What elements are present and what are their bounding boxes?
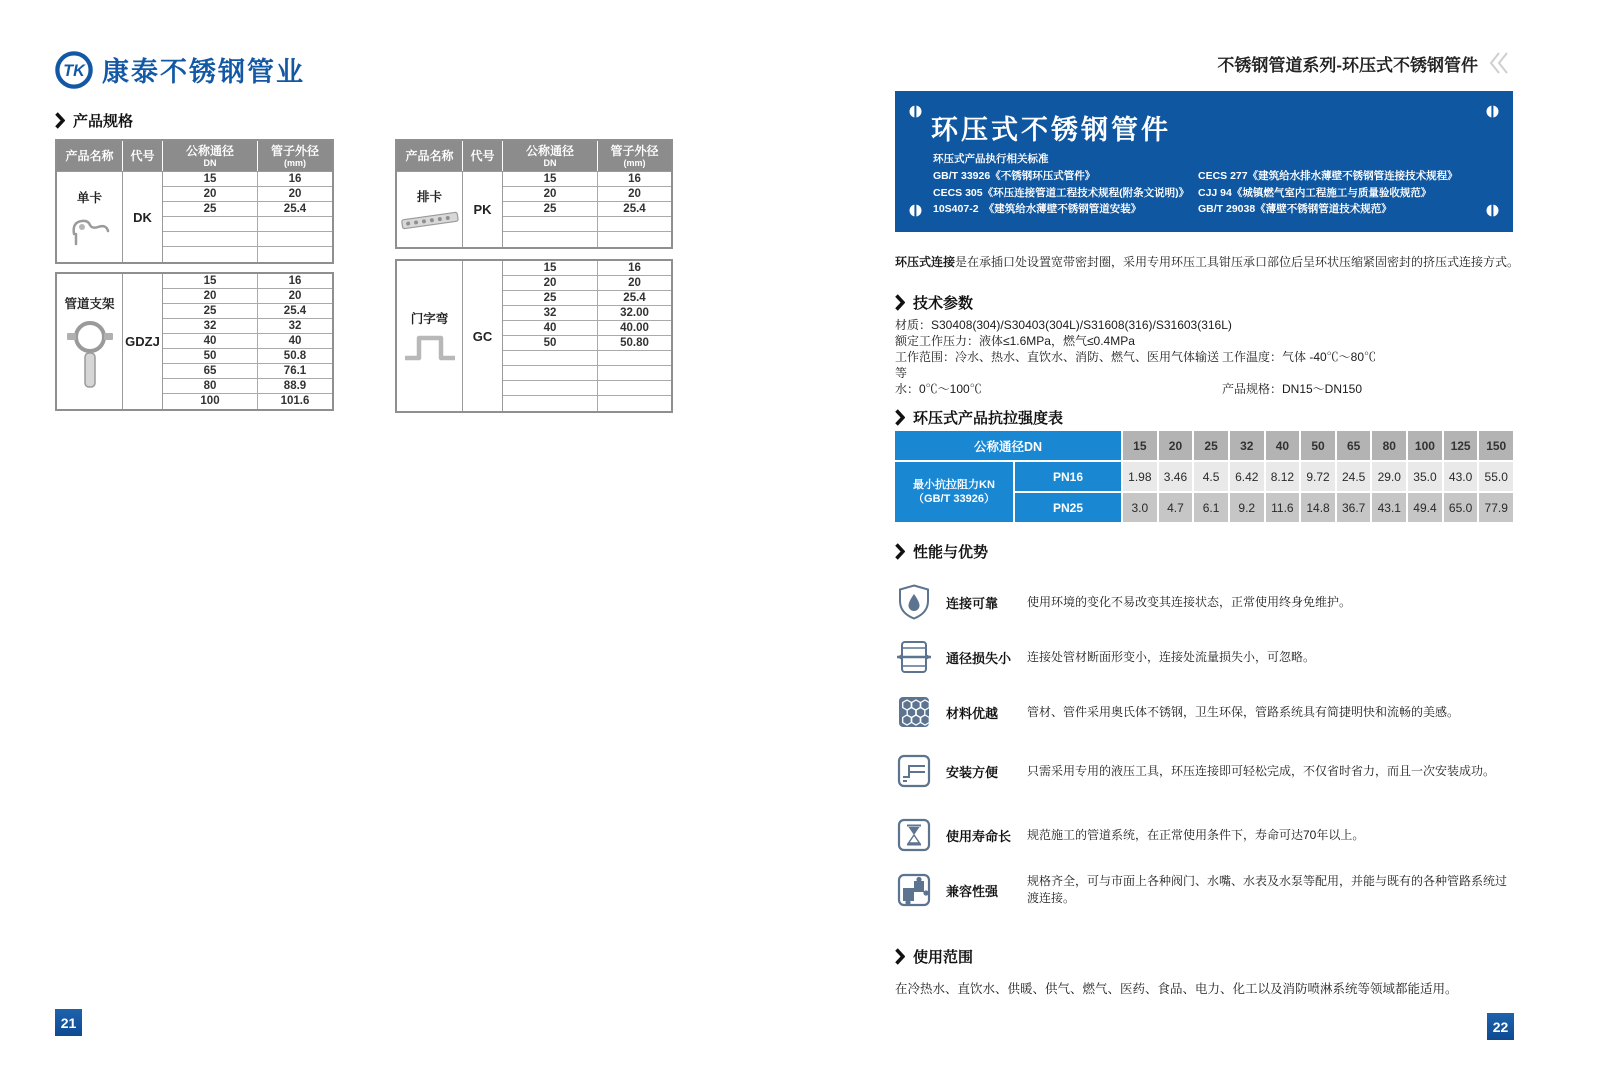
dn-value: 65 bbox=[163, 364, 258, 378]
table-cell: 150 bbox=[1479, 431, 1513, 460]
table-row bbox=[503, 202, 671, 217]
dn-value bbox=[503, 396, 598, 411]
feature-easy-install bbox=[895, 752, 1515, 790]
chevron-right-icon bbox=[895, 294, 905, 311]
col-od: 管子外径 bbox=[270, 143, 319, 158]
od-value: 16 bbox=[288, 275, 302, 287]
table-row bbox=[503, 261, 671, 276]
brand-logo-icon bbox=[55, 51, 93, 89]
dn-value: 40 bbox=[163, 334, 258, 348]
dn-value bbox=[503, 351, 598, 365]
dn-value bbox=[163, 217, 258, 231]
brand-logo bbox=[55, 50, 305, 89]
chevron-right-icon bbox=[895, 409, 905, 426]
table-cell: 9.2 bbox=[1230, 493, 1264, 522]
od-value: 25.4 bbox=[623, 203, 646, 215]
col-dn: 公称通径 bbox=[525, 143, 574, 158]
intro-paragraph: 环压式连接是在承插口处设置宽带密封圈，采用专用环压工具钳压承口部位后呈环状压缩紧固密封的挤压式连接方式。 bbox=[895, 255, 1520, 269]
od-value: 50.80 bbox=[620, 337, 649, 349]
section-strength-table bbox=[895, 407, 1063, 428]
dn-values-row bbox=[1123, 431, 1513, 460]
section-title: 环压式产品抗拉强度表 bbox=[913, 410, 1064, 427]
kn-header-cell: 最小抗拉阻力KN （GB/T 33926） bbox=[895, 462, 1013, 522]
table-cell: 20 bbox=[1159, 431, 1193, 460]
table-cell: 1.98 bbox=[1123, 462, 1157, 491]
section-usage bbox=[895, 946, 973, 967]
od-value: 40.00 bbox=[620, 322, 649, 334]
scope-line: 工作范围：冷水、热水、直饮水、消防、燃气、医用气体输送等 bbox=[895, 350, 1220, 380]
standard-item: CJJ 94《城镇燃气室内工程施工与质量验收规范》 bbox=[1198, 186, 1432, 199]
table-row bbox=[163, 187, 332, 202]
table-row bbox=[163, 304, 332, 319]
spec-rows bbox=[163, 274, 332, 409]
feature-reliable bbox=[895, 583, 1515, 621]
od-value bbox=[598, 396, 671, 411]
title-banner bbox=[895, 91, 1513, 232]
feature-label: 通径损失小 bbox=[946, 650, 1012, 666]
pn16-values-row bbox=[1123, 462, 1513, 491]
dn-value: 50 bbox=[163, 349, 258, 363]
section-title: 性能与优势 bbox=[913, 544, 989, 561]
feature-label: 使用寿命长 bbox=[946, 828, 1012, 844]
dn-value bbox=[163, 232, 258, 246]
od-value: 20 bbox=[288, 290, 302, 302]
dn-value: 32 bbox=[163, 319, 258, 333]
od-value: 25.4 bbox=[283, 305, 307, 317]
banner-subtitle: 环压式产品执行相关标准 bbox=[933, 153, 1049, 165]
table-cell: 15 bbox=[1123, 431, 1157, 460]
hourglass-icon bbox=[895, 816, 933, 854]
table-row bbox=[503, 396, 671, 411]
dn-value: 20 bbox=[503, 187, 598, 201]
dn-header-cell: 公称通径DN bbox=[895, 431, 1121, 460]
section-features bbox=[895, 541, 988, 562]
dn-value: 50 bbox=[503, 336, 598, 350]
dn-value: 25 bbox=[163, 202, 258, 216]
table-cell: 43.1 bbox=[1372, 493, 1406, 522]
table-row bbox=[503, 187, 671, 202]
pn16-header-cell: PN16 bbox=[1015, 462, 1121, 491]
table-row bbox=[163, 232, 332, 247]
table-cell: 100 bbox=[1408, 431, 1442, 460]
table-cell: 6.1 bbox=[1194, 493, 1228, 522]
running-header-text: 不锈钢管道系列-环压式不锈钢管件 bbox=[1217, 55, 1478, 75]
feature-compatible bbox=[895, 871, 1515, 909]
spec-rows bbox=[503, 172, 671, 247]
spec-table-header: 产品名称 代号 公称通径 DN 管子外径 (mm) bbox=[397, 141, 671, 171]
od-value: 40 bbox=[288, 335, 302, 347]
dn-value: 20 bbox=[163, 187, 258, 201]
product-code: GDZJ bbox=[123, 274, 163, 409]
section-title: 使用范围 bbox=[913, 949, 974, 966]
standard-item: CECS 277《建筑给水排水薄壁不锈钢管连接技术规程》 bbox=[1198, 170, 1458, 182]
feature-text: 使用环境的变化不易改变其连接状态，正常使用终身免维护。 bbox=[1027, 594, 1352, 609]
pipe-bracket-photo bbox=[64, 316, 116, 390]
table-cell: 4.5 bbox=[1194, 462, 1228, 491]
od-value: 16 bbox=[628, 262, 641, 274]
col-code: 代号 bbox=[470, 148, 495, 163]
table-row bbox=[503, 321, 671, 336]
table-row bbox=[503, 172, 671, 187]
section-tech-params bbox=[895, 292, 973, 313]
dn-value: 25 bbox=[163, 304, 258, 318]
product-name: 门字弯 bbox=[410, 312, 449, 326]
chevron-right-icon bbox=[55, 112, 65, 129]
table-row bbox=[503, 336, 671, 351]
dn-value bbox=[503, 381, 598, 395]
table-cell: 40 bbox=[1266, 431, 1300, 460]
od-value: 20 bbox=[628, 188, 641, 200]
od-value: 101.6 bbox=[280, 395, 310, 407]
dn-value: 25 bbox=[503, 291, 598, 305]
table-cell: 29.0 bbox=[1372, 462, 1406, 491]
pn25-header-cell: PN25 bbox=[1015, 493, 1121, 522]
col-dn: 公称通径 bbox=[185, 143, 234, 158]
od-value bbox=[598, 381, 671, 395]
dn-value bbox=[503, 217, 598, 231]
od-value bbox=[598, 366, 671, 380]
dn-value bbox=[163, 247, 258, 262]
spec-rows bbox=[503, 261, 671, 411]
table-cell: 50 bbox=[1301, 431, 1335, 460]
spec-table-paika bbox=[395, 139, 673, 249]
product-code: GC bbox=[463, 261, 503, 411]
split-circle-icon bbox=[909, 105, 922, 118]
table-row bbox=[163, 289, 332, 304]
section-title: 产品规格 bbox=[73, 113, 134, 130]
dn-value: 40 bbox=[503, 321, 598, 335]
product-code: PK bbox=[463, 172, 503, 247]
od-value: 32 bbox=[288, 320, 302, 332]
table-row bbox=[503, 306, 671, 321]
table-cell: 43.0 bbox=[1444, 462, 1478, 491]
table-cell: 8.12 bbox=[1266, 462, 1300, 491]
standard-item: GB/T 29038《薄壁不锈钢管道技术规范》 bbox=[1198, 203, 1392, 215]
table-cell: 24.5 bbox=[1337, 462, 1371, 491]
dn-value: 15 bbox=[503, 261, 598, 275]
od-value: 76.1 bbox=[283, 365, 307, 377]
table-cell: 25 bbox=[1194, 431, 1228, 460]
chevron-right-icon bbox=[895, 948, 905, 965]
table-row bbox=[163, 274, 332, 289]
table-row bbox=[163, 379, 332, 394]
table-row bbox=[163, 217, 332, 232]
od-value: 25.4 bbox=[283, 203, 307, 215]
dn-value: 15 bbox=[503, 172, 598, 186]
chevron-right-icon bbox=[895, 543, 905, 560]
table-row bbox=[163, 172, 332, 187]
spec-rows bbox=[163, 172, 332, 262]
od-value bbox=[258, 232, 332, 246]
feature-label: 连接可靠 bbox=[946, 595, 999, 611]
table-row bbox=[503, 366, 671, 381]
od-value: 20 bbox=[288, 188, 302, 200]
feature-material bbox=[895, 693, 1515, 731]
product-code: DK bbox=[123, 172, 163, 262]
door-bend-photo bbox=[403, 331, 457, 363]
table-cell: 65 bbox=[1337, 431, 1371, 460]
od-value: 20 bbox=[628, 277, 641, 289]
table-row bbox=[163, 319, 332, 334]
usage-text: 在冷热水、直饮水、供暖、供气、燃气、医药、食品、电力、化工以及消防喷淋系统等领域都能适用。 bbox=[895, 982, 1458, 996]
dn-value: 15 bbox=[163, 274, 258, 288]
table-row bbox=[163, 334, 332, 349]
single-clip-photo bbox=[67, 210, 113, 246]
table-row bbox=[503, 291, 671, 306]
table-cell: 49.4 bbox=[1408, 493, 1442, 522]
table-row bbox=[503, 276, 671, 291]
col-product: 产品名称 bbox=[405, 148, 454, 163]
dn-value: 15 bbox=[163, 172, 258, 186]
feature-text: 只需采用专用的液压工具，环压连接即可轻松完成，不仅省时省力，而且一次安装成功。 bbox=[1027, 763, 1496, 778]
table-row bbox=[163, 202, 332, 217]
standard-item: 10S407-2 《建筑给水薄壁不锈钢管道安装》 bbox=[933, 203, 1142, 215]
rail-clip-photo bbox=[400, 209, 460, 233]
col-od: 管子外径 bbox=[610, 143, 659, 158]
table-row bbox=[503, 381, 671, 396]
pipe-diameter-icon bbox=[895, 638, 933, 676]
od-value bbox=[598, 232, 671, 247]
od-value: 50.8 bbox=[283, 350, 307, 362]
split-circle-icon bbox=[909, 204, 922, 217]
od-value: 88.9 bbox=[283, 380, 307, 392]
spec-table-guandaozhijia bbox=[55, 272, 334, 411]
section-product-specs bbox=[55, 110, 133, 131]
product-name: 排卡 bbox=[416, 189, 442, 204]
col-code: 代号 bbox=[130, 148, 155, 163]
dn-value: 25 bbox=[503, 202, 598, 216]
table-cell: 6.42 bbox=[1230, 462, 1264, 491]
spec-table-danka bbox=[55, 139, 334, 264]
dn-value: 80 bbox=[163, 379, 258, 393]
od-value: 32.00 bbox=[620, 307, 649, 319]
table-cell: 55.0 bbox=[1479, 462, 1513, 491]
table-cell: 125 bbox=[1444, 431, 1478, 460]
feature-label: 安装方便 bbox=[946, 764, 999, 780]
strength-table bbox=[895, 431, 1513, 522]
standard-item: CECS 305《环压连接管道工程技术规程(附条文说明)》 bbox=[933, 186, 1190, 199]
table-cell: 65.0 bbox=[1444, 493, 1478, 522]
feature-label: 材料优越 bbox=[946, 705, 999, 721]
product-name: 单卡 bbox=[76, 191, 102, 205]
feature-label: 兼容性强 bbox=[946, 883, 999, 899]
table-row bbox=[163, 247, 332, 262]
shield-droplet-icon bbox=[895, 583, 933, 621]
double-chevron-left-icon bbox=[1486, 50, 1512, 76]
od-value: 25.4 bbox=[623, 292, 646, 304]
svg-text:TK: TK bbox=[63, 61, 85, 80]
od-value bbox=[598, 351, 671, 365]
table-row bbox=[163, 394, 332, 409]
spec-range-line: 产品规格：DN15～DN150 bbox=[1222, 382, 1363, 396]
od-value: 16 bbox=[288, 173, 302, 185]
material-line: 材质：S30408(304)/S30403(304L)/S31608(316)/S31603(316L) bbox=[895, 318, 1232, 332]
od-value bbox=[258, 247, 332, 262]
press-tool-icon bbox=[895, 752, 933, 790]
page-number-right: 22 bbox=[1487, 1013, 1514, 1040]
dn-value bbox=[503, 366, 598, 380]
table-row bbox=[503, 351, 671, 366]
standards-list-left bbox=[933, 168, 1198, 218]
feature-text: 规格齐全，可与市面上各种阀门、水嘴、水表及水泵等配用，并能与既有的各种管路系统过渡连接。 bbox=[1027, 874, 1508, 905]
spec-table-header: 产品名称 代号 公称通径 DN 管子外径 (mm) bbox=[57, 141, 332, 171]
split-circle-icon bbox=[1486, 105, 1499, 118]
pressure-line: 额定工作压力：液体≤1.6MPa，燃气≤0.4MPa bbox=[895, 334, 1135, 348]
table-cell: 35.0 bbox=[1408, 462, 1442, 491]
table-row bbox=[503, 217, 671, 232]
product-name: 管道支架 bbox=[64, 296, 115, 311]
table-cell: 14.8 bbox=[1301, 493, 1335, 522]
water-line: 水：0℃～100℃ bbox=[895, 382, 982, 396]
table-row bbox=[163, 349, 332, 364]
honeycomb-icon bbox=[895, 693, 933, 731]
od-value bbox=[598, 217, 671, 231]
table-cell: 9.72 bbox=[1301, 462, 1335, 491]
table-row bbox=[503, 232, 671, 247]
col-product: 产品名称 bbox=[65, 148, 114, 163]
table-cell: 3.0 bbox=[1123, 493, 1157, 522]
standards-list-right bbox=[1198, 168, 1493, 218]
od-value bbox=[258, 217, 332, 231]
feature-long-life bbox=[895, 816, 1515, 854]
intro-keyword: 环压式连接 bbox=[895, 255, 956, 269]
standard-item: GB/T 33926《不锈钢环压式管件》 bbox=[933, 170, 1096, 182]
banner-title: 环压式不锈钢管件 bbox=[931, 115, 1171, 145]
temperature-line: 工作温度：气体 -40℃～80℃ bbox=[1222, 350, 1377, 364]
table-row bbox=[163, 364, 332, 379]
section-title: 技术参数 bbox=[913, 295, 974, 312]
feature-text: 连接处管材断面形变小，连接处流量损失小，可忽略。 bbox=[1027, 649, 1316, 664]
dn-value: 32 bbox=[503, 306, 598, 320]
feature-low-loss bbox=[895, 638, 1515, 676]
brand-name: 康泰不锈钢管业 bbox=[102, 57, 305, 87]
feature-text: 规范施工的管道系统，在正常使用条件下，寿命可达70年以上。 bbox=[1027, 827, 1365, 842]
table-cell: 11.6 bbox=[1266, 493, 1300, 522]
pn25-values-row bbox=[1123, 493, 1513, 522]
running-header bbox=[1000, 50, 1512, 76]
puzzle-icon bbox=[895, 871, 933, 909]
table-cell: 77.9 bbox=[1479, 493, 1513, 522]
tech-params bbox=[895, 317, 1512, 397]
feature-text: 管材、管件采用奥氏体不锈钢，卫生环保，管路系统具有简捷明快和流畅的美感。 bbox=[1027, 704, 1460, 719]
dn-value: 20 bbox=[503, 276, 598, 290]
dn-value: 100 bbox=[163, 394, 258, 409]
spec-table-menziwan bbox=[395, 259, 673, 413]
dn-value bbox=[503, 232, 598, 247]
table-cell: 36.7 bbox=[1337, 493, 1371, 522]
page-number-left: 21 bbox=[55, 1009, 82, 1036]
table-cell: 3.46 bbox=[1159, 462, 1193, 491]
dn-value: 20 bbox=[163, 289, 258, 303]
od-value: 16 bbox=[628, 173, 641, 185]
table-cell: 4.7 bbox=[1159, 493, 1193, 522]
table-cell: 80 bbox=[1372, 431, 1406, 460]
table-cell: 32 bbox=[1230, 431, 1264, 460]
